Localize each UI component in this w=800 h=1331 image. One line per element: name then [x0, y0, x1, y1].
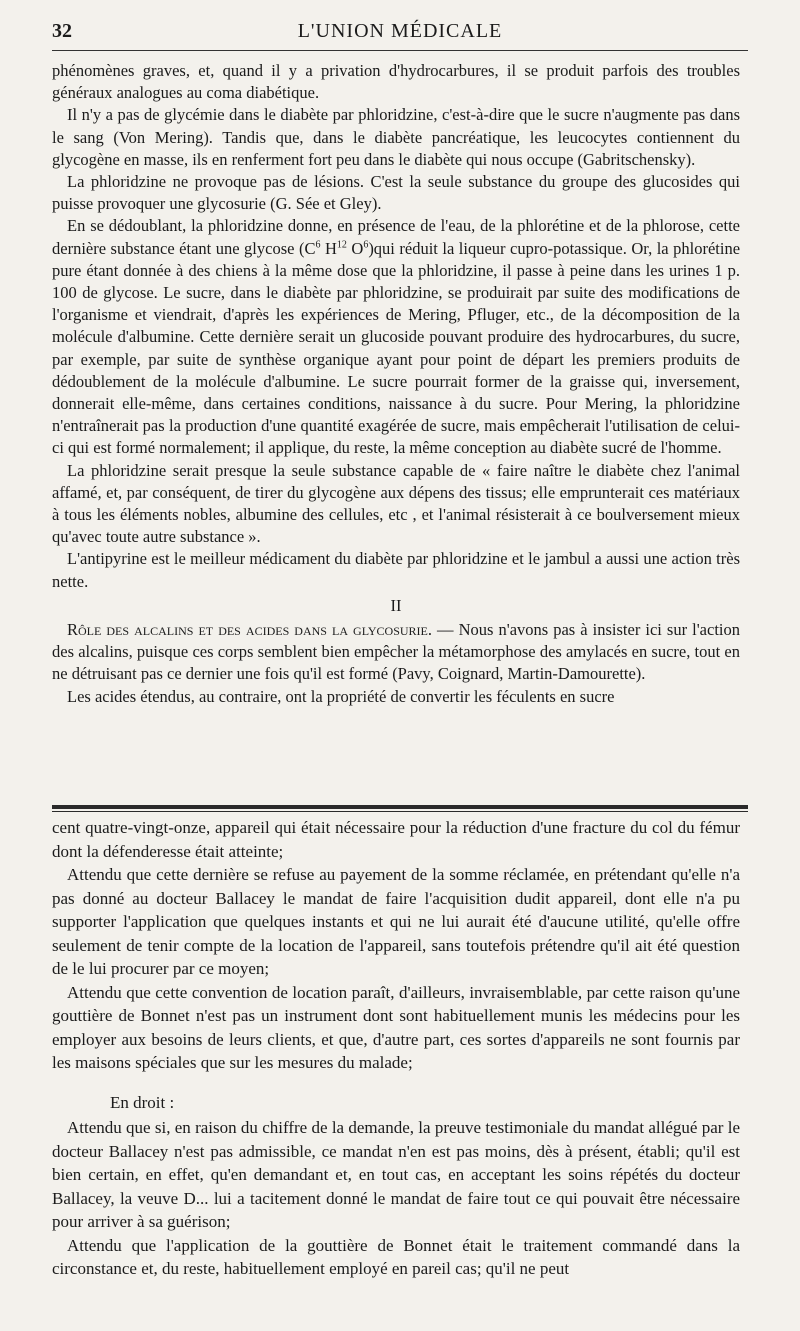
- paragraph: Attendu que cette convention de location paraît, d'ailleurs, invraisemblable, par cette raison qu'une gouttière de Bonnet n'est pas un instrument dont sont habituellement munis les médecins pour les employer aux besoins de leurs clients, et que, d'autre part, ces sortes d'appareils ne sont fournis par les maisons spéciales que sur les mesures du malade;: [52, 982, 740, 1072]
- paragraph: Les acides étendus, au contraire, ont la propriété de convertir les féculents en sucre: [67, 686, 615, 706]
- paragraph: Attendu que l'application de la gouttière de Bonnet était le traitement commandé dans la circonstance et, du reste, habituellement employé en pareil cas; qu'il ne peut: [52, 1235, 740, 1278]
- section-divider-thin: [52, 811, 748, 812]
- page-header: [52, 18, 748, 48]
- paragraph: Attendu que si, en raison du chiffre de la demande, la preuve testimoniale du mandat allégué par le docteur Ballacey n'est pas admissible, ce mandat n'en est pas moins, dès à présent, établi; qu'il est bien certain, en effet, qu'en demandant et, en tout cas, en acceptant les soins répétés du docteur Ballacey, la veuve D... lui a tacitement donné le mandat de faire tout ce qui pouvait être nécessaire pour arriver à sa guérison;: [52, 1118, 740, 1231]
- header-rule: [52, 50, 748, 51]
- section-divider: [52, 805, 748, 809]
- paragraph: [52, 619, 740, 686]
- paragraph: Il n'y a pas de glycémie dans le diabète par phloridzine, c'est-à-dire que le sucre n'augmente pas dans le sang (Von Mering). Tandis que, dans le diabète pancréatique, les leucocytes contiennent du glycogène en masse, ils en renferment fort peu dans le diabète qui nous occupe (Gabritschensky).: [52, 105, 740, 169]
- subheading: En droit :: [110, 1092, 175, 1112]
- paragraph: phénomènes graves, et, quand il y a privation d'hydrocarbures, il se produit parfois des troubles généraux analogues au coma diabétique.: [52, 61, 740, 103]
- page-number: 32: [52, 20, 72, 42]
- superscript: 6: [363, 239, 369, 251]
- paragraph: Attendu que cette dernière se refuse au payement de la somme réclamée, en prétendant qu'elle n'a pas donné au docteur Ballacey le mandat de faire l'acquisition dudit appareil, dont elle n'a pu supporter l'application que quelques instants et qui ne lui aurait été d'aucune utilité, qu'elle offre seulement de tenir compte de la location de l'appareil, sans toutefois prétendre qu'il ait été question de le lui procurer par ce moyen;: [52, 865, 740, 978]
- text-run: H: [320, 238, 337, 258]
- text-run: )qui réduit la liqueur cupro-potassique. Or, la phlorétine pure étant donnée à des chiens à la même dose que la phloridzine, il passe à peine dans les urines 1 p. 100 de glycose. Le sucre, dans le diabète par phloridzine, se produirait par suite des modifications de l'organisme et viendrait, d'après les expériences de Mering, Pfluger, etc., de la décomposition de la molécule d'albumine. Cette dernière serait un glucoside pouvant produire des hydrocarbures, du sucre, par exemple, par suite de synthèse organique ayant pour point de départ les premiers produits de dédoublement de la molécule d'albumine. Le sucre pourrait former de la graisse qui, inversement, donnerait elle-même, dans certaines conditions, naissance à du sucre. Pour Mering, la phloridzine n'entraînerait pas la production d'une quantité exagérée de sucre, mais empêcherait l'utilisation de celui-ci qui est formé normalement; il applique, du reste, la même conception au diabète sucré de l'homme.: [52, 238, 741, 458]
- text-run: En se dédoublant, la phloridzine donne, en présence de l'eau, de la phlorétine et de la phlorose, cette dernière substance étant une glycose (C: [52, 216, 740, 258]
- paragraph: La phloridzine serait presque la seule substance capable de « faire naître le diabète chez l'animal affamé, et, par conséquent, de tirer du glycogène aux dépens des tissus; elle emprunterait ces matériaux à tous les éléments nobles, albumine des cellules, etc , et l'animal résisterait à ce boulversement mieux qu'avec toute autre substance ».: [52, 460, 740, 547]
- text-run: O: [346, 238, 364, 258]
- superscript: 6: [315, 239, 321, 251]
- journal-title: L'UNION MÉDICALE: [297, 20, 503, 42]
- feuilleton-column: [52, 816, 740, 1281]
- text-run: — Nous n'avons pas à insister ici sur l'action des alcalins, puisque ces corps semblent bien empêcher la métamorphose des amylacés en sucre, tout en ne détruisant pas ce dernier une fois qu'il est formé (Pavy, Coignard, Martin-Damourette).: [52, 620, 740, 684]
- section-number: II: [390, 595, 402, 615]
- section-heading: Rôle des alcalins et des acides dans la glycosurie.: [67, 620, 432, 640]
- paragraph: cent quatre-vingt-onze, appareil qui était nécessaire pour la réduction d'une fracture du col du fémur dont la défenderesse était atteinte;: [52, 818, 740, 861]
- article-column: [52, 60, 740, 708]
- superscript: 12: [336, 239, 347, 251]
- paragraph: La phloridzine ne provoque pas de lésions. C'est la seule substance du groupe des glucosides qui puisse provoquer une glycosurie (G. Sée et Gley).: [52, 172, 740, 214]
- paragraph: [52, 215, 740, 459]
- paragraph: L'antipyrine est le meilleur médicament du diabète par phloridzine et le jambul a aussi une action très nette.: [52, 549, 740, 591]
